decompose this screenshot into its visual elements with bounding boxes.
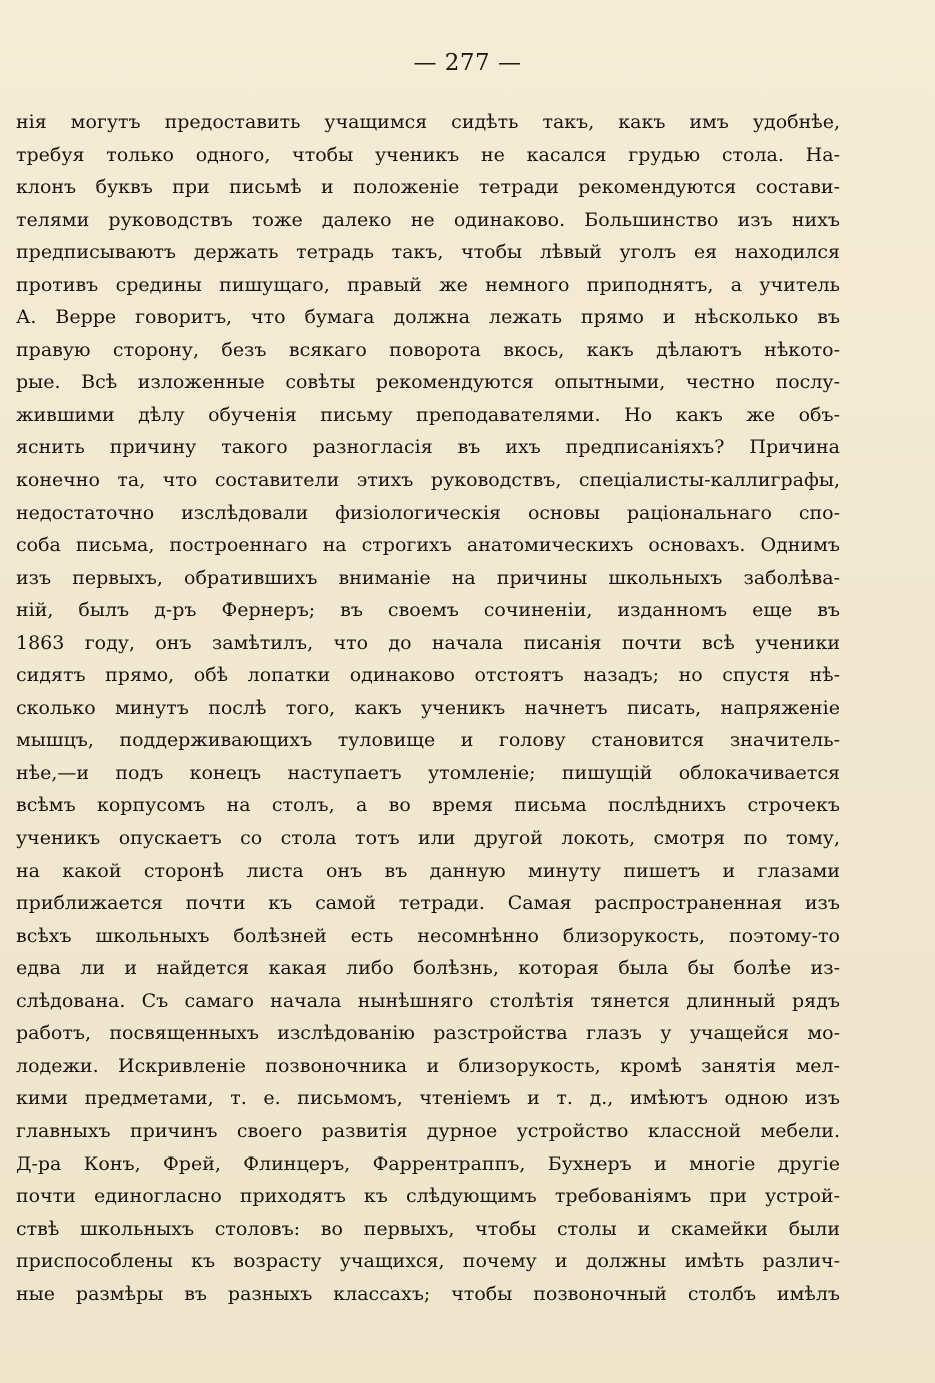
text-line: Д-ра Конъ, Фрей, Флинцеръ, Фаррентраппъ, Бухнеръ и многіе другіе [16, 1152, 840, 1175]
text-line: ній, былъ д-ръ Фернеръ; въ своемъ сочиненіи, изданномъ еще въ [16, 599, 840, 622]
text-line: яснить причину такого разногласія въ ихъ предписаніяхъ? Причина [16, 436, 840, 459]
text-line: требуя только одного, чтобы ученикъ не касался грудью стола. На- [16, 143, 840, 166]
text-line: клонъ буквъ при письмѣ и положеніе тетради рекомендуются состави- [16, 176, 840, 199]
text-line: лодежи. Искривленіе позвоночника и близорукость, кромѣ занятія мел- [16, 1054, 840, 1077]
text-line: приспособлены къ возрасту учащихся, почему и должны имѣть различ- [16, 1250, 840, 1273]
text-line: приближается почти къ самой тетради. Самая распространенная изъ [16, 892, 840, 915]
text-line: сидятъ прямо, обѣ лопатки одинаково отстоятъ назадъ; но спустя нѣ- [16, 664, 840, 687]
text-line: нія могутъ предоставить учащимся сидѣть такъ, какъ имъ удобнѣе, [16, 111, 840, 133]
text-line: А. Верре говоритъ, что бумага должна лежать прямо и нѣсколько въ [16, 306, 840, 329]
text-line: противъ средины пишущаго, правый же немного приподнятъ, а учитель [16, 273, 840, 296]
text-line: мышцъ, поддерживающихъ туловище и голову становится значитель- [16, 729, 840, 752]
text-line: рые. Всѣ изложенные совѣты рекомендуются опытными, честно послу- [16, 371, 840, 394]
text-line: ствѣ школьныхъ столовъ: во первыхъ, чтобы столы и скамейки были [16, 1217, 840, 1240]
text-line: слѣдована. Съ самаго начала нынѣшняго столѣтія тянется длинный рядъ [16, 989, 840, 1012]
text-line: предписываютъ держать тетрадь такъ, чтобы лѣвый уголъ ея находился [16, 241, 840, 264]
text-line: главныхъ причинъ своего развитія дурное устройство классной мебели. [16, 1119, 840, 1142]
text-line: изъ первыхъ, обратившихъ вниманіе на причины школьныхъ заболѣва- [16, 566, 840, 589]
text-line: кими предметами, т. е. письмомъ, чтеніемъ и т. д., имѣютъ одною изъ [16, 1087, 840, 1110]
text-line: ные размѣры въ разныхъ классахъ; чтобы позвоночный столбъ имѣлъ [16, 1282, 840, 1305]
text-line: всѣхъ школьныхъ болѣзней есть несомнѣнно близорукость, поэтому-то [16, 924, 840, 947]
page-number: — 277 — [413, 50, 522, 76]
text-line: соба письма, построеннаго на строгихъ анатомическихъ основахъ. Однимъ [16, 534, 840, 557]
text-line: на какой сторонѣ листа онъ въ данную минуту пишетъ и глазами [16, 859, 840, 882]
text-line: телями руководствъ тоже далеко не одинаково. Большинство изъ нихъ [16, 208, 840, 231]
text-line: 1863 году, онъ замѣтилъ, что до начала писанія почти всѣ ученики [16, 631, 840, 654]
body-text [16, 106, 840, 1310]
text-line: почти единогласно приходятъ къ слѣдующимъ требованіямъ при устрой- [16, 1185, 840, 1208]
text-line: едва ли и найдется какая либо болѣзнь, которая была бы болѣе из- [16, 957, 840, 980]
text-line: конечно та, что составители этихъ руководствъ, спеціалисты-каллиграфы, [16, 469, 840, 492]
text-line: жившими дѣлу обученія письму преподавателями. Но какъ же объ- [16, 403, 840, 426]
text-line: ученикъ опускаетъ со стола тотъ или другой локоть, смотря по тому, [16, 827, 840, 850]
text-line: сколько минутъ послѣ того, какъ ученикъ начнетъ писать, напряженіе [16, 696, 840, 719]
text-line: правую сторону, безъ всякаго поворота вкось, какъ дѣлаютъ нѣкото- [16, 338, 840, 361]
text-line: недостаточно изслѣдовали физіологическія основы раціональнаго спо- [16, 501, 840, 524]
text-line: нѣе,—и подъ конецъ наступаетъ утомленіе; пишущій облокачивается [16, 761, 840, 784]
text-line: всѣмъ корпусомъ на столъ, а во время письма послѣднихъ строчекъ [16, 794, 840, 817]
text-line: работъ, посвященныхъ изслѣдованію разстройства глазъ у учащейся мо- [16, 1022, 840, 1045]
